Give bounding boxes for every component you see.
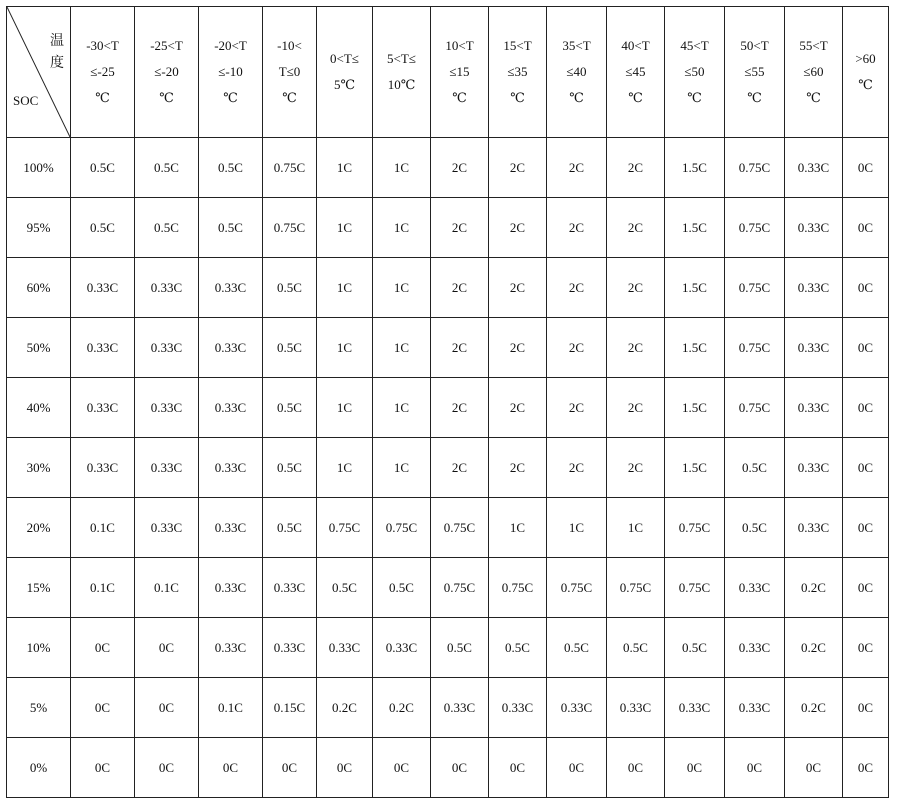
charge-rate-cell: 0.5C	[71, 198, 135, 258]
charge-rate-cell: 0.2C	[785, 618, 843, 678]
temperature-range-label: -20<T ≤-10 ℃	[214, 38, 247, 105]
charge-rate-cell: 2C	[489, 378, 547, 438]
temperature-range-label: -10< T≤0 ℃	[277, 38, 302, 105]
charge-rate-cell: 0.5C	[135, 138, 199, 198]
temperature-range-label: 55<T ≤60 ℃	[799, 38, 828, 105]
charge-rate-cell: 0.33C	[135, 438, 199, 498]
charge-rate-cell: 0.33C	[725, 678, 785, 738]
charge-rate-cell: 1C	[317, 258, 373, 318]
charge-rate-cell: 2C	[489, 318, 547, 378]
temperature-range-label: 45<T ≤50 ℃	[680, 38, 709, 105]
charge-rate-cell: 0C	[843, 738, 889, 798]
charge-rate-cell: 1C	[317, 138, 373, 198]
temperature-range-label: 40<T ≤45 ℃	[621, 38, 650, 105]
charge-rate-cell: 0.5C	[547, 618, 607, 678]
temperature-range-header	[263, 7, 317, 138]
charge-rate-cell: 0.2C	[785, 558, 843, 618]
charge-rate-cell: 1.5C	[665, 438, 725, 498]
temperature-range-header	[843, 7, 889, 138]
charge-rate-cell: 0.33C	[199, 618, 263, 678]
charge-rate-cell: 0C	[71, 618, 135, 678]
temperature-range-label: -30<T ≤-25 ℃	[86, 38, 119, 105]
charge-rate-cell: 2C	[547, 198, 607, 258]
temperature-range-header	[607, 7, 665, 138]
charge-rate-cell: 0.33C	[725, 558, 785, 618]
charge-rate-cell: 0C	[725, 738, 785, 798]
charge-rate-cell: 0C	[665, 738, 725, 798]
charge-rate-cell: 0.33C	[665, 678, 725, 738]
charge-rate-cell: 0C	[843, 138, 889, 198]
charge-rate-cell: 0C	[785, 738, 843, 798]
charge-rate-cell: 0.33C	[431, 678, 489, 738]
charge-rate-cell: 0.75C	[431, 498, 489, 558]
temperature-range-header	[725, 7, 785, 138]
charge-rate-cell: 0.5C	[263, 498, 317, 558]
soc-level-cell: 10%	[7, 618, 71, 678]
temperature-range-label: 0<T≤ 5℃	[330, 51, 359, 92]
charge-rate-cell: 1.5C	[665, 258, 725, 318]
charge-rate-cell: 0C	[843, 378, 889, 438]
charge-rate-cell: 0.5C	[71, 138, 135, 198]
charge-rate-cell: 0.33C	[199, 558, 263, 618]
charge-rate-cell: 0.33C	[199, 498, 263, 558]
temperature-range-header	[665, 7, 725, 138]
charge-rate-cell: 0.75C	[263, 138, 317, 198]
charge-rate-cell: 1C	[317, 318, 373, 378]
charge-rate-cell: 2C	[431, 138, 489, 198]
charge-rate-cell: 0.75C	[317, 498, 373, 558]
table-row	[7, 378, 889, 438]
charge-rate-cell: 1C	[373, 318, 431, 378]
table-body	[7, 138, 889, 798]
charge-rate-cell: 0C	[317, 738, 373, 798]
charge-rate-cell: 2C	[431, 438, 489, 498]
charge-rate-cell: 2C	[547, 378, 607, 438]
temperature-range-header	[431, 7, 489, 138]
charge-rate-cell: 0.75C	[431, 558, 489, 618]
charge-rate-cell: 0.5C	[199, 198, 263, 258]
charge-rate-cell: 0.33C	[135, 318, 199, 378]
charge-rate-cell: 0.33C	[71, 318, 135, 378]
temperature-range-header	[135, 7, 199, 138]
charge-rate-cell: 0.75C	[547, 558, 607, 618]
charge-rate-cell: 0.1C	[135, 558, 199, 618]
charge-rate-cell: 2C	[547, 138, 607, 198]
charge-rate-cell: 0C	[843, 438, 889, 498]
charge-rate-cell: 0.33C	[607, 678, 665, 738]
charge-rate-cell: 0C	[843, 558, 889, 618]
charge-rate-cell: 2C	[607, 258, 665, 318]
charge-rate-cell: 0.5C	[725, 498, 785, 558]
charge-rate-cell: 0.33C	[547, 678, 607, 738]
charge-rate-cell: 0.5C	[199, 138, 263, 198]
temperature-range-label: 5<T≤ 10℃	[387, 51, 416, 92]
charge-rate-cell: 0C	[199, 738, 263, 798]
charge-rate-cell: 0.1C	[199, 678, 263, 738]
charge-rate-cell: 0C	[843, 258, 889, 318]
charge-rate-cell: 2C	[607, 378, 665, 438]
charge-rate-cell: 0.75C	[725, 258, 785, 318]
soc-level-cell: 5%	[7, 678, 71, 738]
charge-rate-cell: 0C	[843, 318, 889, 378]
table-row	[7, 678, 889, 738]
charge-rate-cell: 1C	[317, 378, 373, 438]
charge-rate-cell: 2C	[431, 258, 489, 318]
charge-rate-cell: 0.5C	[725, 438, 785, 498]
charge-rate-cell: 2C	[489, 198, 547, 258]
charge-rate-cell: 0.75C	[607, 558, 665, 618]
temperature-range-label: -25<T ≤-20 ℃	[150, 38, 183, 105]
charge-rate-cell: 0.33C	[199, 438, 263, 498]
soc-level-cell: 95%	[7, 198, 71, 258]
charge-rate-cell: 0.75C	[725, 318, 785, 378]
temperature-range-header	[547, 7, 607, 138]
charge-rate-cell: 0.5C	[431, 618, 489, 678]
charge-rate-cell: 0.15C	[263, 678, 317, 738]
charge-rate-cell: 2C	[607, 198, 665, 258]
charge-rate-cell: 0.75C	[725, 378, 785, 438]
charge-rate-cell: 1.5C	[665, 378, 725, 438]
charge-rate-cell: 0.33C	[785, 378, 843, 438]
charge-rate-cell: 0.33C	[199, 258, 263, 318]
charge-rate-cell: 0.33C	[71, 438, 135, 498]
charge-rate-cell: 0.33C	[263, 558, 317, 618]
table-row	[7, 618, 889, 678]
charge-rate-cell: 2C	[607, 438, 665, 498]
charge-rate-cell: 2C	[489, 438, 547, 498]
temperature-range-label: >60 ℃	[855, 51, 876, 92]
charge-rate-cell: 2C	[547, 318, 607, 378]
charge-rate-cell: 1C	[373, 258, 431, 318]
charge-rate-cell: 0C	[263, 738, 317, 798]
charge-rate-cell: 1C	[373, 198, 431, 258]
charge-rate-cell: 0.33C	[317, 618, 373, 678]
soc-level-cell: 50%	[7, 318, 71, 378]
charge-rate-table	[6, 6, 889, 798]
corner-header-cell	[7, 7, 71, 138]
charge-rate-cell: 0.5C	[489, 618, 547, 678]
charge-rate-cell: 0C	[843, 618, 889, 678]
charge-rate-cell: 0.5C	[135, 198, 199, 258]
charge-rate-cell: 0C	[547, 738, 607, 798]
charge-rate-cell: 0C	[71, 738, 135, 798]
charge-rate-cell: 0.75C	[725, 138, 785, 198]
charge-rate-cell: 0.75C	[373, 498, 431, 558]
charge-rate-cell: 0.33C	[135, 378, 199, 438]
charge-rate-cell: 2C	[489, 138, 547, 198]
table-row	[7, 438, 889, 498]
charge-rate-cell: 1C	[317, 198, 373, 258]
charge-rate-cell: 1C	[547, 498, 607, 558]
table-row	[7, 738, 889, 798]
soc-level-cell: 60%	[7, 258, 71, 318]
charge-rate-cell: 1C	[317, 438, 373, 498]
charge-rate-cell: 0.33C	[373, 618, 431, 678]
charge-rate-cell: 0C	[135, 618, 199, 678]
soc-level-cell: 20%	[7, 498, 71, 558]
charge-rate-cell: 0.5C	[263, 378, 317, 438]
charge-rate-cell: 0.5C	[263, 258, 317, 318]
temperature-range-header	[71, 7, 135, 138]
charge-rate-cell: 0.5C	[373, 558, 431, 618]
charge-rate-cell: 0.5C	[263, 438, 317, 498]
charge-rate-cell: 0.2C	[317, 678, 373, 738]
soc-corner-label: SOC	[13, 93, 39, 108]
charge-rate-cell: 2C	[547, 258, 607, 318]
charge-rate-cell: 0.33C	[785, 318, 843, 378]
charge-rate-cell: 0C	[843, 678, 889, 738]
charge-rate-cell: 0.5C	[607, 618, 665, 678]
charge-rate-cell: 0.33C	[725, 618, 785, 678]
charge-rate-cell: 1C	[607, 498, 665, 558]
charge-rate-cell: 1.5C	[665, 138, 725, 198]
charge-rate-cell: 0C	[373, 738, 431, 798]
charge-rate-cell: 2C	[431, 198, 489, 258]
charge-rate-cell: 1.5C	[665, 198, 725, 258]
temperature-range-header	[785, 7, 843, 138]
charge-rate-cell: 0C	[607, 738, 665, 798]
charge-rate-cell: 0C	[135, 678, 199, 738]
charge-rate-cell: 0.33C	[199, 318, 263, 378]
soc-level-cell: 100%	[7, 138, 71, 198]
charge-rate-cell: 1C	[373, 138, 431, 198]
charge-rate-cell: 0.5C	[665, 618, 725, 678]
soc-level-cell: 0%	[7, 738, 71, 798]
charge-rate-cell: 0.2C	[373, 678, 431, 738]
charge-rate-cell: 2C	[547, 438, 607, 498]
charge-rate-cell: 2C	[431, 318, 489, 378]
charge-rate-cell: 0.33C	[785, 258, 843, 318]
charge-rate-cell: 0.33C	[785, 138, 843, 198]
charge-rate-cell: 0.1C	[71, 558, 135, 618]
table-row	[7, 318, 889, 378]
charge-rate-cell: 0C	[489, 738, 547, 798]
charge-rate-cell: 0C	[843, 498, 889, 558]
charge-rate-cell: 0.33C	[785, 198, 843, 258]
temperature-corner-label: 温 度	[50, 34, 64, 71]
temperature-range-header	[317, 7, 373, 138]
table-row	[7, 138, 889, 198]
soc-level-cell: 30%	[7, 438, 71, 498]
soc-level-cell: 15%	[7, 558, 71, 618]
charge-rate-cell: 0C	[431, 738, 489, 798]
charge-rate-cell: 0.33C	[263, 618, 317, 678]
charge-rate-cell: 0.33C	[71, 258, 135, 318]
table-row	[7, 498, 889, 558]
charge-rate-cell: 0.5C	[317, 558, 373, 618]
charge-rate-cell: 0.2C	[785, 678, 843, 738]
table-row	[7, 198, 889, 258]
charge-rate-cell: 1C	[489, 498, 547, 558]
temperature-range-label: 15<T ≤35 ℃	[503, 38, 532, 105]
header-row	[7, 7, 889, 138]
charge-rate-cell: 0.33C	[489, 678, 547, 738]
charge-rate-cell: 0C	[71, 678, 135, 738]
temperature-range-header	[489, 7, 547, 138]
charge-rate-cell: 0.1C	[71, 498, 135, 558]
charge-rate-cell: 0C	[135, 738, 199, 798]
charge-rate-cell: 2C	[431, 378, 489, 438]
soc-level-cell: 40%	[7, 378, 71, 438]
charge-rate-cell: 0.33C	[135, 258, 199, 318]
charge-rate-cell: 0.75C	[263, 198, 317, 258]
charge-rate-cell: 0.75C	[725, 198, 785, 258]
charge-rate-cell: 0.33C	[785, 438, 843, 498]
charge-rate-cell: 0.33C	[135, 498, 199, 558]
charge-rate-cell: 0.33C	[785, 498, 843, 558]
charge-rate-cell: 1C	[373, 378, 431, 438]
temperature-range-header	[199, 7, 263, 138]
temperature-range-label: 50<T ≤55 ℃	[740, 38, 769, 105]
temperature-range-label: 35<T ≤40 ℃	[562, 38, 591, 105]
charge-rate-cell: 2C	[607, 138, 665, 198]
charge-rate-cell: 0.75C	[665, 558, 725, 618]
charge-rate-cell: 1C	[373, 438, 431, 498]
temperature-range-header	[373, 7, 431, 138]
charge-rate-cell: 0C	[843, 198, 889, 258]
charge-rate-cell: 2C	[607, 318, 665, 378]
charge-rate-cell: 1.5C	[665, 318, 725, 378]
charge-rate-cell: 0.5C	[263, 318, 317, 378]
charge-rate-cell: 2C	[489, 258, 547, 318]
charge-rate-cell: 0.33C	[199, 378, 263, 438]
temperature-range-label: 10<T ≤15 ℃	[445, 38, 474, 105]
charge-rate-cell: 0.75C	[665, 498, 725, 558]
table-row	[7, 258, 889, 318]
charge-rate-cell: 0.33C	[71, 378, 135, 438]
charge-rate-cell: 0.75C	[489, 558, 547, 618]
table-row	[7, 558, 889, 618]
